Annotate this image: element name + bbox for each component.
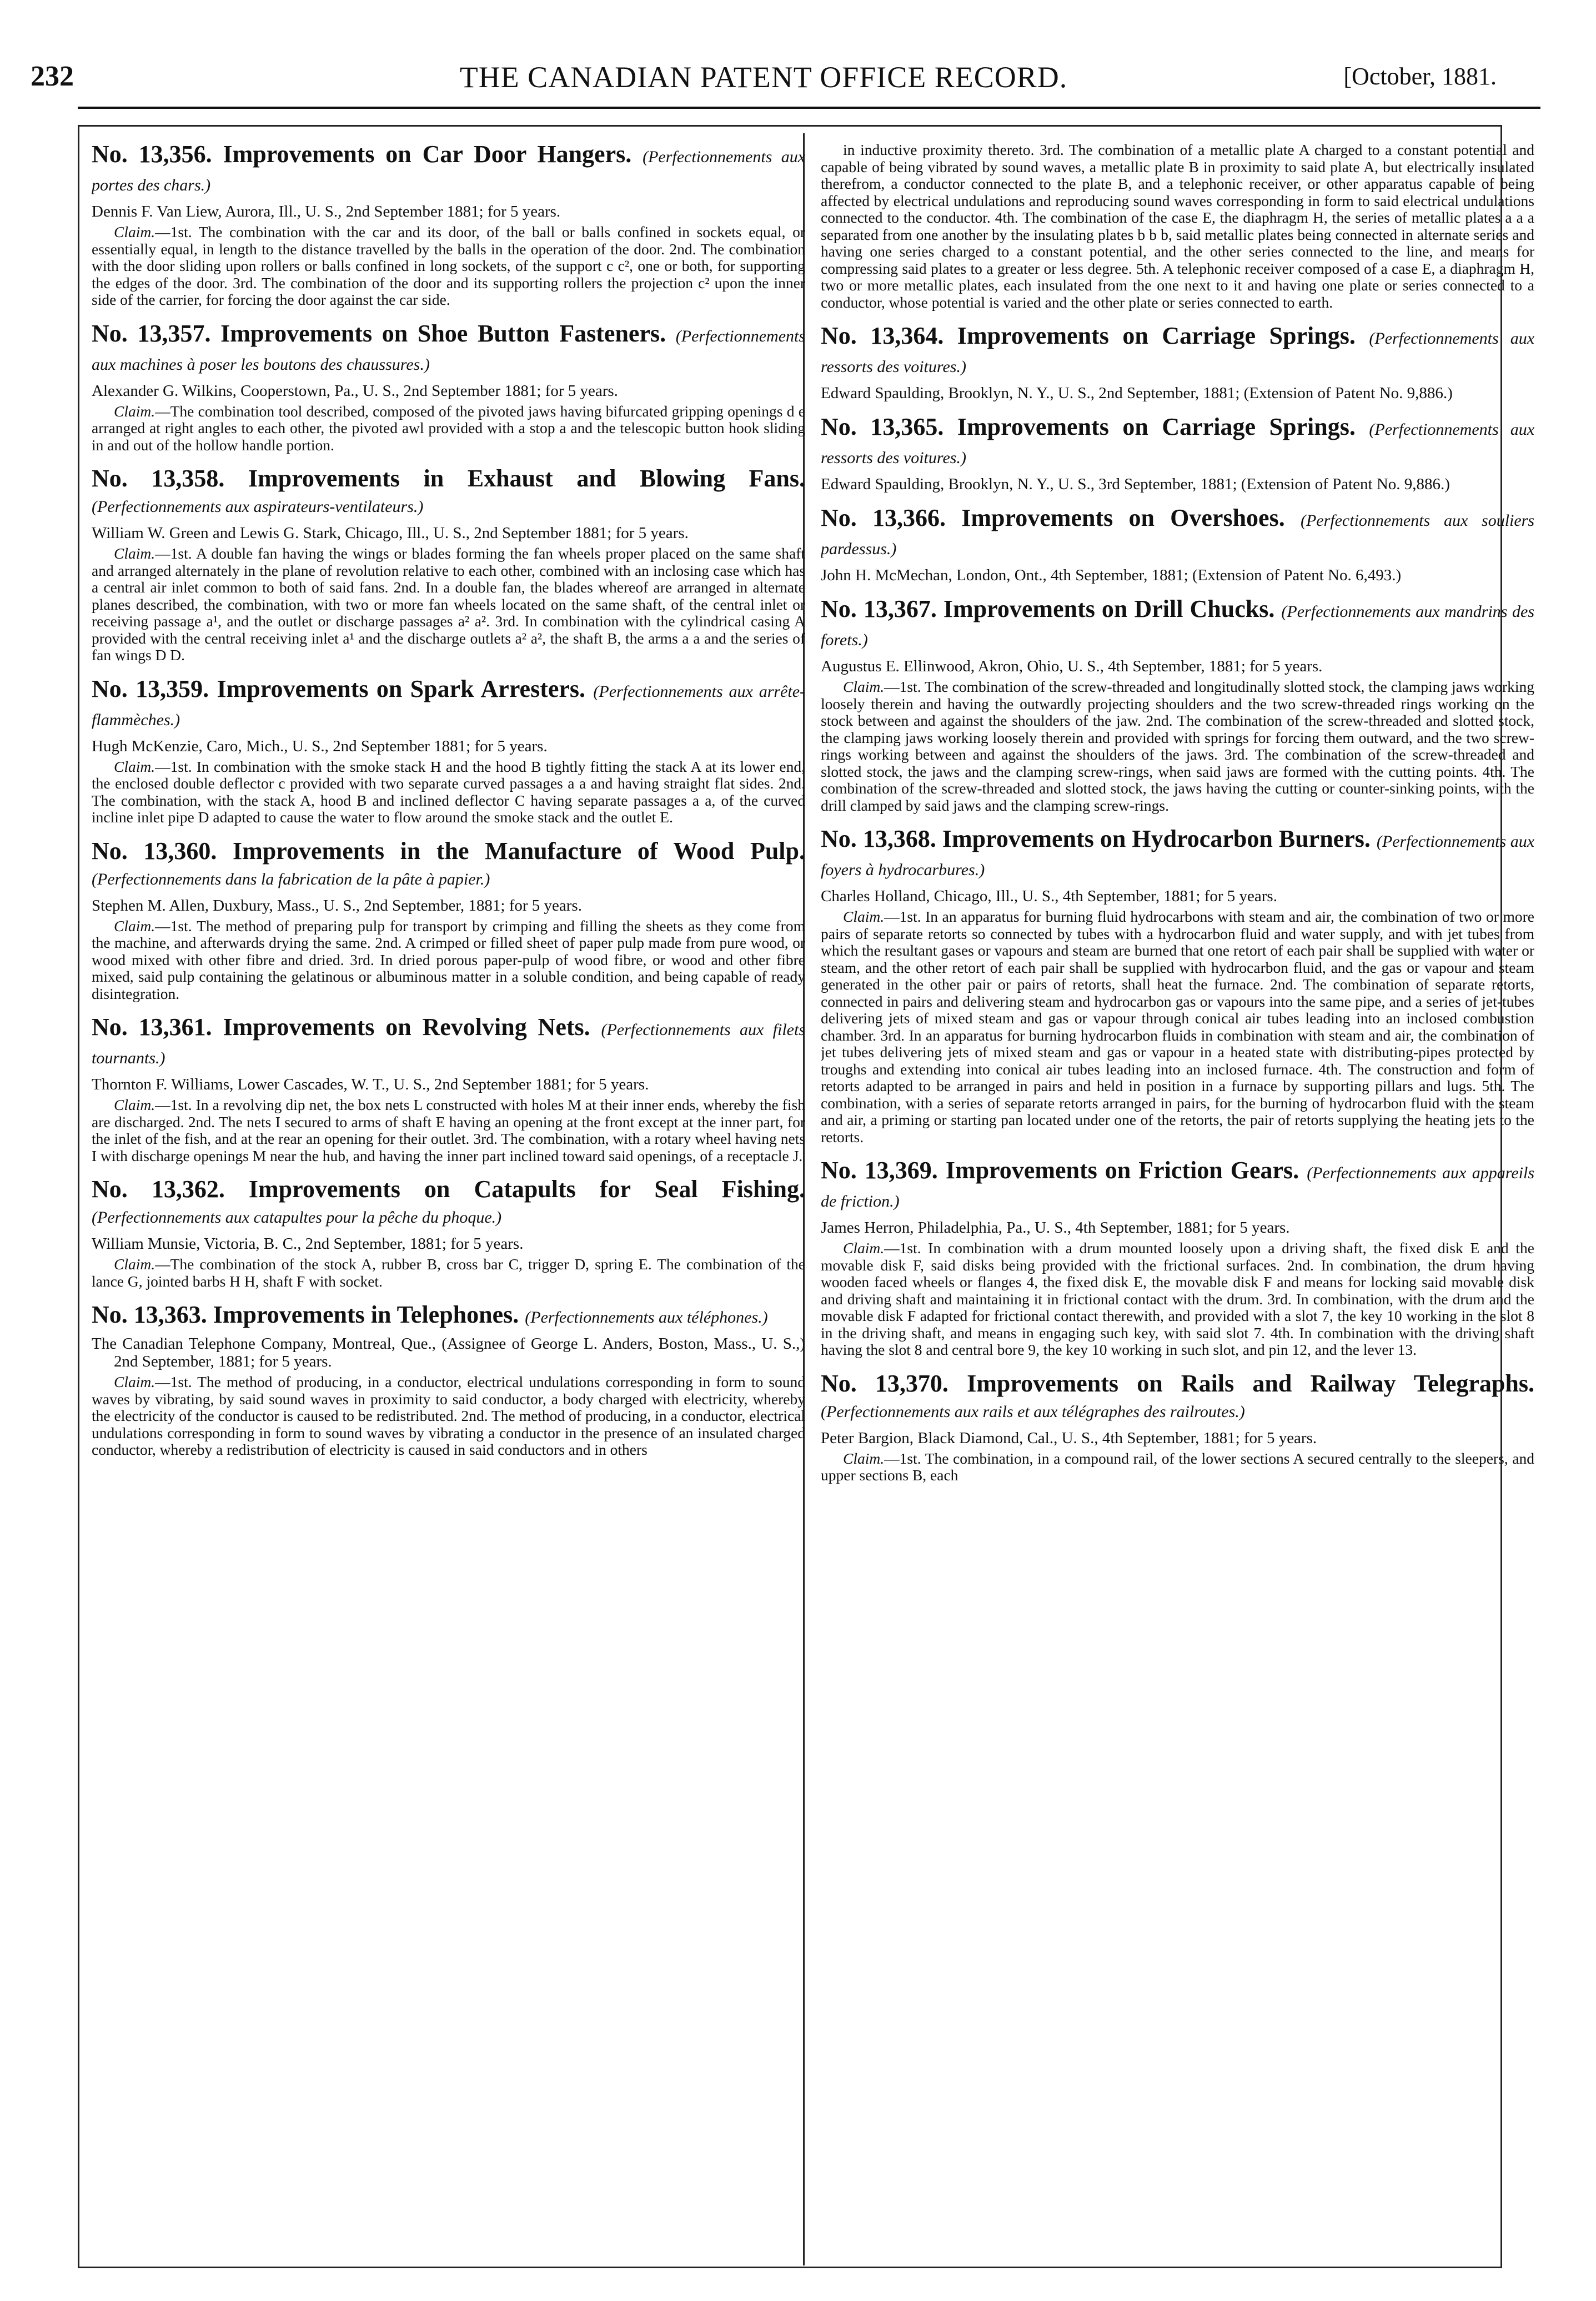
claim-label: Claim. xyxy=(114,1373,155,1390)
patent-heading xyxy=(92,676,805,733)
patent-title: Improvements in the Manufacture of Wood Pulp. xyxy=(233,837,805,865)
claim-text xyxy=(92,224,805,309)
patent-heading xyxy=(821,414,1534,471)
patent-number: No. 13,357. xyxy=(92,319,211,347)
patent-french-title: (Perfectionnements aux ressorts des voitures.) xyxy=(821,420,1534,467)
patent-number: No. 13,359. xyxy=(92,675,209,702)
patent-entry xyxy=(821,414,1534,493)
claim-body: —The combination tool described, composed of the pivoted jaws having bifurcated gripping openings d e arranged at right angles to each other, the pivoted awl provided with a stop a and the telescopic button hook sliding in and out of the hollow handle portion. xyxy=(92,402,805,454)
patent-entry xyxy=(92,676,805,826)
patent-title: Improvements on Hydrocarbon Burners. xyxy=(942,825,1371,852)
patentee-line: Charles Holland, Chicago, Ill., U. S., 4th September, 1881; for 5 years. xyxy=(821,887,1277,905)
patent-number: No. 13,367. xyxy=(821,595,937,622)
patentee-line: James Herron, Philadelphia, Pa., U. S., 4th September, 1881; for 5 years. xyxy=(821,1219,1290,1237)
patent-title: Improvements on Rails and Railway Telegraphs. xyxy=(967,1369,1534,1397)
patent-title: Improvements on Shoe Button Fasteners. xyxy=(220,319,666,347)
patent-entry xyxy=(821,596,1534,814)
patent-french-title: (Perfectionnements dans la fabrication de la pâte à papier.) xyxy=(92,870,490,888)
claim-text xyxy=(92,1097,805,1164)
patent-heading xyxy=(92,1014,805,1071)
patentee-line: William W. Green and Lewis G. Stark, Chicago, Ill., U. S., 2nd September 1881; for 5 years. xyxy=(92,524,689,542)
patent-title: Improvements on Drill Chucks. xyxy=(943,595,1275,622)
patent-entry xyxy=(92,466,805,664)
patentee-line: Alexander G. Wilkins, Cooperstown, Pa., U. S., 2nd September 1881; for 5 years. xyxy=(92,381,618,400)
patent-french-title: (Perfectionnements aux filets tournants.) xyxy=(92,1021,805,1067)
patent-heading xyxy=(821,505,1534,562)
claim-label: Claim. xyxy=(114,1096,155,1113)
patent-french-title: (Perfectionnements aux rails et aux télégraphes des railroutes.) xyxy=(821,1402,1245,1421)
claim-text xyxy=(92,545,805,664)
claim-label: Claim. xyxy=(843,1449,885,1467)
patent-entry xyxy=(821,505,1534,584)
patent-french-title: (Perfectionnements aux aspirateurs-ventilateurs.) xyxy=(92,498,424,516)
patent-entry xyxy=(92,321,805,454)
patent-french-title: (Perfectionnements aux catapultes pour la pêche du phoque.) xyxy=(92,1208,502,1227)
claim-label: Claim. xyxy=(114,1255,155,1273)
patent-title: Improvements in Telephones. xyxy=(213,1301,519,1328)
patent-entry xyxy=(821,323,1534,402)
patent-french-title: (Perfectionnements aux machines à poser les boutons des chaussures.) xyxy=(92,326,805,374)
patentee-line: Stephen M. Allen, Duxbury, Mass., U. S., 2nd September, 1881; for 5 years. xyxy=(92,896,582,915)
patent-number: No. 13,363. xyxy=(92,1301,207,1328)
patentee-line: Edward Spaulding, Brooklyn, N. Y., U. S., 3rd September, 1881; (Extension of Patent No. 9,886.) xyxy=(821,475,1450,493)
claim-body: —1st. In a revolving dip net, the box nets L constructed with holes M at their inner ends, whereby the fish are discharged. 2nd. The nets I secured to arms of shaft E having an opening at the front except at the inner part, for the inlet of the fish, and at the rear an opening for their outlet. 3rd. The combination, with a rotary wheel having nets I with discharge openings M near the hub, and having the inner part inclined toward said openings, of a receptacle J. xyxy=(92,1096,805,1164)
patentee-line: Hugh McKenzie, Caro, Mich., U. S., 2nd September 1881; for 5 years. xyxy=(92,737,548,755)
patent-title: Improvements on Carriage Springs. xyxy=(957,322,1356,349)
patent-heading xyxy=(821,1158,1534,1214)
patent-entry xyxy=(92,142,805,309)
claim-body: —1st. The method of preparing pulp for transport by crimping and filling the sheets as they come from the machine, and afterwards drying the same. 2nd. A crimped or filled sheet of paper pulp made from pure wood, or wood mixed with other fibre and dried. 3rd. In dried porous paper-pulp of wood fibre, or wood and other fibre mixed, said pulp containing the gelatinous or albuminous matter in a soluble condition, and being capable of ready disintegration. xyxy=(92,917,805,1002)
patent-heading xyxy=(821,596,1534,653)
claim-text xyxy=(821,679,1534,814)
patent-heading xyxy=(92,1177,805,1230)
patent-title: Improvements on Catapults for Seal Fishing. xyxy=(248,1175,805,1203)
patent-title: Improvements on Carriage Springs. xyxy=(957,413,1356,440)
patent-title: Improvements on Friction Gears. xyxy=(945,1157,1299,1184)
claim-body: —1st. The method of producing, in a conductor, electrical undulations corresponding in form to sound waves by vibrating, by said sound waves in proximity to said conductor, a body charged with electricity, whereby the electricity of the conductor is caused to be redistributed. 2nd. The method of producing, in a conductor, electrical undulations corresponding in form to sound waves by vibrating a conductor in the presence of an insulated charged conductor, whereby a redistribution of electricity is caused in said conductors and in others xyxy=(92,1373,805,1458)
patentee-line: John H. McMechan, London, Ont., 4th September, 1881; (Extension of Patent No. 6,493.) xyxy=(821,566,1402,584)
patent-heading xyxy=(92,838,805,892)
patentee-line: Edward Spaulding, Brooklyn, N. Y., U. S., 2nd September, 1881; (Extension of Patent No. 9,886.) xyxy=(821,384,1453,402)
claim-text xyxy=(821,1450,1534,1484)
journal-title: THE CANADIAN PATENT OFFICE RECORD. xyxy=(459,61,1068,94)
left-column xyxy=(92,142,805,2257)
patent-number: No. 13,366. xyxy=(821,504,946,531)
claim-body: —1st. In combination with the smoke stack H and the hood B tightly fitting the stack A at its lower end, the enclosed double deflector c provided with two separate curved passages a a and having straight flat sides. 2nd. The combination, with the stack A, hood B and inclined deflector C having separate passages a a, of the curved incline inlet pipe D adapted to cause the water to flow around the smoke stack and the outlet E. xyxy=(92,757,805,826)
patent-heading xyxy=(92,142,805,198)
claim-body: —1st. The combination with the car and its door, of the ball or balls confined in sockets equal, or essentially equal, in length to the distance travelled by the balls in the operation of the door. 2nd. The combination with the door sliding upon rollers or balls confined in long sockets, of the support c c², one or both, for supporting the edges of the door. 3rd. The combination of the door and its supporting rollers the projection c² upon the inner side of the carrier, for forcing the door against the car side. xyxy=(92,223,805,308)
patent-entry xyxy=(821,1158,1534,1359)
patent-heading xyxy=(821,1371,1534,1425)
claim-text xyxy=(821,1240,1534,1359)
patent-heading xyxy=(92,466,805,520)
claim-body: —1st. The combination, in a compound rail, of the lower sections A secured centrally to the sleepers, and upper sections B, each xyxy=(821,1449,1534,1484)
patent-french-title: (Perfectionnements aux foyers à hydrocarbures.) xyxy=(821,832,1534,879)
claim-body: —1st. The combination of the screw-threaded and longitudinally slotted stock, the clamping jaws working loosely therein and having the outwardly projecting shoulders and the two screw-threaded rings working on the stock between and against the shoulders of the jaw. 2nd. The combination of the screw-threaded and slotted stock, the clamping jaws working loosely therein and provided with springs for forcing them outward, and the two screw-rings working between and against the shoulders of the jaws. 3rd. The combination of the screw-threaded and slotted stock, the jaws and the clamping screw-rings, when said jaws are formed with the cutting points. 4th. The combination of the screw-threaded and slotted stock, the jaws having the cutting or counter-sinking points, with the drill clamped by said jaws and the clamping screw-rings. xyxy=(821,678,1534,814)
patentee-line: William Munsie, Victoria, B. C., 2nd September, 1881; for 5 years. xyxy=(92,1235,524,1253)
page-header xyxy=(31,60,1497,110)
claim-label: Claim. xyxy=(114,545,155,562)
patent-number: No. 13,356. xyxy=(92,142,212,168)
patent-french-title: (Perfectionnements aux téléphones.) xyxy=(525,1308,768,1327)
patent-heading xyxy=(92,1302,805,1330)
claim-text xyxy=(92,403,805,454)
patent-entry xyxy=(92,838,805,1003)
claim-label: Claim. xyxy=(114,223,155,240)
patent-entry xyxy=(92,1177,805,1290)
claim-label: Claim. xyxy=(114,757,155,775)
claim-label: Claim. xyxy=(843,678,885,695)
right-column xyxy=(821,142,1534,2257)
claim-text xyxy=(92,1256,805,1290)
patent-entry xyxy=(92,1014,805,1164)
patentee-line: Thornton F. Williams, Lower Cascades, W. T., U. S., 2nd September 1881; for 5 years. xyxy=(92,1076,649,1093)
patent-number: No. 13,358. xyxy=(92,465,225,492)
patent-number: No. 13,362. xyxy=(92,1175,225,1203)
patent-entry xyxy=(821,826,1534,1146)
patent-number: No. 13,369. xyxy=(821,1157,938,1184)
patent-french-title: (Perfectionnements aux ressorts des voitures.) xyxy=(821,329,1534,376)
header-rule xyxy=(78,107,1540,109)
claim-body: —1st. In combination with a drum mounted loosely upon a driving shaft, the fixed disk E and the movable disk F, said disks being provided with the frictional surfaces. 2nd. In combination, the drum having wooden faced wheels or flanges 4, the fixed disk E, the movable disk F and means for locking said movable disk and driving shaft and maintaining it in frictional contact with the drum. 3rd. In combination, with the drum and the movable disk F adapted for frictional contact therewith, and provided with a slot 7, the key 10 working in the slot 8 in the driving shaft, and means in engaging such key, with said slot 7. 4th. In combination with the driving shaft having the slot 8 and central bore 9, the key 10 working in such slot, and pin 12, and the lever 13. xyxy=(821,1239,1534,1358)
claim-body: —1st. In an apparatus for burning fluid hydrocarbons with steam and air, the combination of two or more pairs of separate retorts so connected by tubes with a hydrocarbon fluid and water supply, and with jet tubes from which the resultant gases or vapours and steam are burned that one retort of each pair shall be supplied with water or steam, and the other retort of each pair shall be supplied with hydrocarbon fluid, and the gas or vapour and steam generated in the other pair or pairs of retorts, shall heat the furnace. 2nd. The combination of separate retorts, connected in pairs and delivering steam and hydrocarbon gas or vapours into the same pipe, and a series of jet-tubes delivering jets of mixed steam and gas or vapour through conical air tubes leading into an inclosed combustion chamber. 3rd. In an apparatus for burning hydrocarbon fluids in combination with steam and air, the combination of jet tubes delivering jets of mixed steam and gas or vapour in a heated state with distributing-pipes protected by troughs and extending into conical air tubes leading into an inclosed furnace. 4th. The construction and form of retorts adapted to be arranged in pairs and held in position in a furnace by supporting pillars and lugs. 5th. The combination, with a series of separate retorts arranged in pairs, for the burning of hydrocarbon fluid with the steam and air, a priming or starting pan located under one of the retorts, the pair of retorts supplying the heating jets to the retorts. xyxy=(821,908,1534,1146)
patent-title: Improvements on Car Door Hangers. xyxy=(223,142,632,168)
patent-title: Improvements on Revolving Nets. xyxy=(223,1013,590,1041)
claim-body: —The combination of the stock A, rubber B, cross bar C, trigger D, spring E. The combination of the lance G, jointed barbs H H, shaft F with socket. xyxy=(92,1255,805,1290)
patent-french-title: (Perfectionnements aux mandrins des forets.) xyxy=(821,602,1534,649)
patent-number: No. 13,365. xyxy=(821,413,944,440)
patent-french-title: (Perfectionnements aux portes des chars.) xyxy=(92,148,805,194)
claim-text xyxy=(821,142,1534,311)
patent-heading xyxy=(92,321,805,378)
patent-number: No. 13,368. xyxy=(821,825,936,852)
patent-entry xyxy=(821,142,1534,311)
patent-entry xyxy=(92,1302,805,1459)
claim-body: in inductive proximity thereto. 3rd. The combination of a metallic plate A charged to a constant potential and capable of being vibrated by sound waves, a metallic plate B in proximity to said plate A, but electrically insulated therefrom, a conductor connected to the plate B, and a telephonic receiver, or other apparatus capable of being affected by electrical undulations and reproducing sound waves corresponding in form to said electrical undulations connected to the conductor. 4th. The combination of the case E, the diaphragm H, the series of metallic plates a a a separated from one another by the insulating plates b b b, said metallic plates being connected in alternate series and having one series charged to a constant potential, and the other series connected to the line, and means for compressing said plates to a greater or less degree. 5th. A telephonic receiver composed of a case E, a diaphragm H, two or more metallic plates, each insulated from the one next to it and having one plate or series connected to a conductor, whose potential is varied and the other plate or series connected to earth. xyxy=(821,142,1534,311)
page-number: 232 xyxy=(31,61,74,92)
patentee-line: The Canadian Telephone Company, Montreal, Que., (Assignee of George L. Anders, Boston, Mass., U. S.,) 2nd September, 1881; for 5 years. xyxy=(92,1335,805,1370)
claim-text xyxy=(92,918,805,1003)
patent-title: Improvements on Overshoes. xyxy=(961,504,1285,531)
patent-title: Improvements on Spark Arresters. xyxy=(217,675,586,702)
claim-label: Claim. xyxy=(843,1239,885,1257)
claim-text xyxy=(821,908,1534,1146)
patent-number: No. 13,370. xyxy=(821,1369,948,1397)
patent-entry xyxy=(821,1371,1534,1484)
patent-number: No. 13,364. xyxy=(821,322,944,349)
patent-french-title: (Perfectionnements aux souliers pardessus.) xyxy=(821,511,1534,558)
claim-body: —1st. A double fan having the wings or blades forming the fan wheels proper placed on the same shaft and arranged alternately in the plane of revolution relative to each other, combined with an inclosing case which has a central air inlet common to both of said fans. 2nd. In a double fan, the blades whereof are arranged in alternate planes described, the combination, with two or more fan wheels located on the same shaft, of the central inlet or receiving passage a¹, and the outlet or discharge passages a² a². 3rd. In combination with the cylindrical casing A provided with the central receiving inlet a¹ and the discharge outlets a² a², the shaft B, the arms a a and the series of fan wings D D. xyxy=(92,545,805,664)
issue-date: [October, 1881. xyxy=(1343,63,1497,90)
claim-label: Claim. xyxy=(114,402,155,420)
patentee-line: Augustus E. Ellinwood, Akron, Ohio, U. S., 4th September, 1881; for 5 years. xyxy=(821,657,1323,675)
claim-label: Claim. xyxy=(114,917,155,935)
claim-text xyxy=(92,758,805,826)
claim-label: Claim. xyxy=(843,908,885,925)
patent-heading xyxy=(821,826,1534,883)
patent-title: Improvements in Exhaust and Blowing Fans. xyxy=(248,465,805,492)
claim-text xyxy=(92,1374,805,1459)
patentee-line: Dennis F. Van Liew, Aurora, Ill., U. S., 2nd September 1881; for 5 years. xyxy=(92,203,561,220)
patentee-line: Peter Bargion, Black Diamond, Cal., U. S., 4th September, 1881; for 5 years. xyxy=(821,1429,1317,1447)
patent-french-title: (Perfectionnements aux appareils de friction.) xyxy=(821,1164,1534,1210)
patent-number: No. 13,360. xyxy=(92,837,217,865)
patent-heading xyxy=(821,323,1534,380)
patent-french-title: (Perfectionnements aux arrête-flammèches.) xyxy=(92,682,805,729)
patent-number: No. 13,361. xyxy=(92,1013,212,1041)
